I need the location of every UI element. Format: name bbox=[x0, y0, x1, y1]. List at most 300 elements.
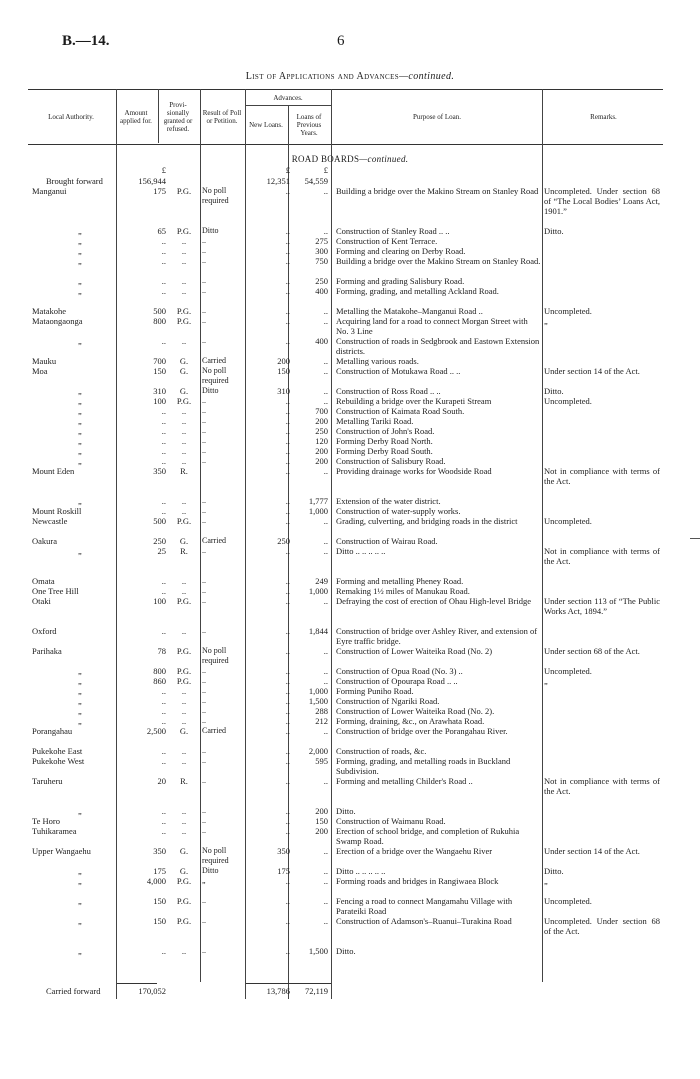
cell-provisional: G. bbox=[179, 386, 189, 396]
cell-poll-result: .. bbox=[202, 916, 206, 925]
cell-authority: Pukekohe East bbox=[32, 746, 83, 756]
cell-provisional: .. bbox=[181, 496, 187, 506]
cell-amount-applied: .. bbox=[161, 686, 166, 696]
cell-previous-loans: 1,000 bbox=[308, 586, 328, 596]
cell-previous-loans: 288 bbox=[315, 706, 328, 716]
cell-new-loans: .. bbox=[285, 706, 290, 716]
cell-provisional: .. bbox=[181, 806, 187, 816]
cell-amount-applied: .. bbox=[161, 816, 166, 826]
cell-new-loans: .. bbox=[285, 236, 290, 246]
advances-rule bbox=[246, 105, 331, 106]
cell-previous-loans: 1,000 bbox=[308, 686, 328, 696]
table-row bbox=[28, 396, 663, 406]
cell-provisional: R. bbox=[180, 776, 188, 786]
cell-provisional: .. bbox=[181, 436, 187, 446]
cell-purpose: Construction of Lower Waiteika Road (No. 2) bbox=[336, 646, 493, 656]
cell-provisional: P.G. bbox=[176, 596, 192, 606]
cell-new-loans: .. bbox=[285, 716, 290, 726]
cell-previous-loans: 250 bbox=[315, 426, 328, 436]
header-amount-applied: Amount applied for. bbox=[120, 109, 152, 125]
cell-new-loans: .. bbox=[285, 416, 290, 426]
cell-previous-loans: .. bbox=[323, 846, 328, 856]
cell-provisional: .. bbox=[181, 696, 187, 706]
cell-purpose: Rebuilding a bridge over the Kurapeti Stream bbox=[336, 396, 492, 406]
cell-new-loans: .. bbox=[285, 186, 290, 196]
cell-amount-applied: .. bbox=[161, 506, 166, 516]
section-continued: —continued. bbox=[359, 154, 409, 164]
cell-poll-result: .. bbox=[202, 806, 206, 815]
cell-authority: „ bbox=[78, 546, 82, 556]
table-row bbox=[28, 226, 663, 236]
cell-new-loans: .. bbox=[285, 916, 290, 926]
cell-new-loans: .. bbox=[285, 666, 290, 676]
cell-purpose: Construction of Salisbury Road. bbox=[336, 456, 446, 466]
cell-authority: „ bbox=[78, 866, 82, 876]
table-row bbox=[28, 436, 663, 446]
cell-poll-result: .. bbox=[202, 676, 206, 685]
cell-previous-loans: .. bbox=[323, 386, 328, 396]
cell-provisional: .. bbox=[181, 756, 187, 766]
cell-authority: Te Horo bbox=[32, 816, 60, 826]
header-advances: Advances. bbox=[273, 94, 303, 102]
cell-new-loans: .. bbox=[285, 726, 290, 736]
cell-provisional: G. bbox=[179, 846, 189, 856]
table-row bbox=[28, 916, 663, 946]
cell-amount-applied: .. bbox=[161, 286, 166, 296]
cell-new-loans: .. bbox=[285, 446, 290, 456]
cell-provisional: .. bbox=[181, 256, 187, 266]
cell-poll-result: .. bbox=[202, 446, 206, 455]
cell-amount-applied: .. bbox=[161, 446, 166, 456]
cell-remarks: Ditto. bbox=[544, 866, 564, 876]
table-row bbox=[28, 456, 663, 466]
cell-previous-loans: .. bbox=[323, 776, 328, 786]
cell-poll-result: .. bbox=[202, 336, 206, 345]
cell-purpose: Construction of Motukawa Road .. .. bbox=[336, 366, 461, 376]
cell-new-loans: .. bbox=[285, 336, 290, 346]
cell-authority: Pukekohe West bbox=[32, 756, 85, 766]
cell-purpose: Construction of Adamson's–Ruanui–Turakina Road bbox=[336, 916, 512, 926]
cell-provisional: G. bbox=[179, 536, 189, 546]
table-row bbox=[28, 596, 663, 626]
table-row bbox=[28, 246, 663, 256]
cell-amount-applied: 78 bbox=[157, 646, 166, 656]
title-continued: —continued. bbox=[399, 71, 455, 82]
cell-new-loans: .. bbox=[285, 426, 290, 436]
cell-poll-result: .. bbox=[202, 626, 206, 635]
cell-purpose: Forming and metalling Pheney Road. bbox=[336, 576, 464, 586]
cell-poll-result: .. bbox=[202, 406, 206, 415]
cell-authority: „ bbox=[78, 236, 82, 246]
cell-previous-loans: .. bbox=[323, 666, 328, 676]
cell-authority: „ bbox=[78, 426, 82, 436]
header-purpose: Purpose of Loan. bbox=[412, 113, 462, 121]
table-row bbox=[28, 646, 663, 666]
cell-new-loans: 200 bbox=[277, 356, 290, 366]
cell-authority: „ bbox=[78, 416, 82, 426]
cell-amount-applied: 700 bbox=[153, 356, 166, 366]
cell-previous-loans: 1,844 bbox=[308, 626, 328, 636]
cell-amount-applied: .. bbox=[161, 826, 166, 836]
cell-poll-result: .. bbox=[202, 516, 206, 525]
cell-authority: Mataongaonga bbox=[32, 316, 83, 326]
table-row bbox=[28, 186, 663, 226]
cell-poll-result: No poll required bbox=[202, 846, 229, 865]
cell-authority: Manganui bbox=[32, 186, 67, 196]
cell-provisional: P.G. bbox=[176, 876, 192, 886]
cell-provisional: P.G. bbox=[176, 226, 192, 236]
cell-amount-applied: 150 bbox=[153, 916, 166, 926]
cell-purpose: Metalling Tariki Road. bbox=[336, 416, 414, 426]
cell-new-loans: .. bbox=[285, 826, 290, 836]
cell-new-loans: .. bbox=[285, 896, 290, 906]
cell-previous-loans: 1,000 bbox=[308, 506, 328, 516]
cell-poll-result: .. bbox=[202, 436, 206, 445]
cell-amount-applied: 500 bbox=[153, 516, 166, 526]
cell-new-loans: 250 bbox=[277, 536, 290, 546]
carried-forward-row bbox=[28, 986, 663, 998]
cell-previous-loans: .. bbox=[323, 466, 328, 476]
carried-amount: 170,052 bbox=[138, 986, 166, 996]
cell-previous-loans: 200 bbox=[315, 806, 328, 816]
table-row bbox=[28, 626, 663, 646]
table-row bbox=[28, 716, 663, 726]
cell-provisional: .. bbox=[181, 446, 187, 456]
cell-poll-result: .. bbox=[202, 396, 206, 405]
cell-poll-result: .. bbox=[202, 706, 206, 715]
cell-previous-loans: .. bbox=[323, 356, 328, 366]
cell-remarks: „ bbox=[544, 876, 548, 886]
cell-amount-applied: .. bbox=[161, 256, 166, 266]
cell-authority: „ bbox=[78, 436, 82, 446]
cell-amount-applied: 175 bbox=[153, 186, 166, 196]
table-row bbox=[28, 846, 663, 866]
cell-poll-result: .. bbox=[202, 316, 206, 325]
cell-remarks: „ bbox=[544, 676, 548, 686]
cell-new-loans: .. bbox=[285, 686, 290, 696]
table-row bbox=[28, 256, 663, 276]
currency-symbol: £ bbox=[323, 165, 328, 175]
cell-new-loans: .. bbox=[285, 456, 290, 466]
cell-authority: „ bbox=[78, 496, 82, 506]
cell-poll-result: .. bbox=[202, 896, 206, 905]
cell-provisional: .. bbox=[181, 746, 187, 756]
cell-authority: „ bbox=[78, 896, 82, 906]
cell-amount-applied: 156,944 bbox=[138, 176, 166, 186]
cell-purpose: Forming, grading, and metalling roads in Buckland Subdivision. bbox=[336, 756, 513, 776]
cell-provisional: .. bbox=[181, 826, 187, 836]
cell-amount-applied: .. bbox=[161, 756, 166, 766]
cell-purpose: Erection of a bridge over the Wangaehu River bbox=[336, 846, 493, 856]
table-row bbox=[28, 776, 663, 806]
table-row bbox=[28, 446, 663, 456]
table-row bbox=[28, 726, 663, 746]
cell-previous-loans: 300 bbox=[315, 246, 328, 256]
cell-previous-loans: 1,777 bbox=[308, 496, 328, 506]
cell-new-loans: .. bbox=[285, 436, 290, 446]
cell-authority: „ bbox=[78, 246, 82, 256]
cell-authority: Tuhikaramea bbox=[32, 826, 77, 836]
table-row bbox=[28, 816, 663, 826]
cell-previous-loans: .. bbox=[323, 896, 328, 906]
cell-authority: One Tree Hill bbox=[32, 586, 79, 596]
cell-authority: Upper Wangaehu bbox=[32, 846, 91, 856]
cell-poll-result: Ditto bbox=[202, 866, 219, 875]
cell-previous-loans: 1,500 bbox=[308, 696, 328, 706]
cell-poll-result: .. bbox=[202, 716, 206, 725]
header-provisionally: Provi- sionally granted or refused. bbox=[163, 101, 193, 133]
cell-poll-result: .. bbox=[202, 746, 206, 755]
cell-amount-applied: .. bbox=[161, 406, 166, 416]
cell-new-loans: .. bbox=[285, 256, 290, 266]
cell-previous-loans: 400 bbox=[315, 336, 328, 346]
cell-authority: Mount Eden bbox=[32, 466, 75, 476]
cell-remarks: Not in compliance with terms of the Act. bbox=[544, 776, 663, 796]
cell-authority: „ bbox=[78, 396, 82, 406]
cell-authority: „ bbox=[78, 686, 82, 696]
cell-poll-result: .. bbox=[202, 246, 206, 255]
cell-provisional: .. bbox=[181, 626, 187, 636]
cell-amount-applied: .. bbox=[161, 746, 166, 756]
cell-new-loans: .. bbox=[285, 776, 290, 786]
cell-amount-applied: .. bbox=[161, 586, 166, 596]
table-row bbox=[28, 356, 663, 366]
cell-previous-loans: 120 bbox=[315, 436, 328, 446]
cell-poll-result: .. bbox=[202, 756, 206, 765]
table-row bbox=[28, 586, 663, 596]
cell-authority: „ bbox=[78, 706, 82, 716]
table-row bbox=[28, 306, 663, 316]
cell-amount-applied: .. bbox=[161, 626, 166, 636]
cell-new-loans: .. bbox=[285, 746, 290, 756]
cell-provisional: .. bbox=[181, 246, 187, 256]
cell-new-loans: .. bbox=[285, 586, 290, 596]
cell-amount-applied: .. bbox=[161, 436, 166, 446]
cell-purpose: Acquiring land for a road to connect Morgan Street with No. 3 Line bbox=[336, 316, 530, 336]
cell-amount-applied: 175 bbox=[153, 866, 166, 876]
cell-purpose: Construction of Ross Road .. .. bbox=[336, 386, 441, 396]
cell-previous-loans: .. bbox=[323, 676, 328, 686]
cell-new-loans: .. bbox=[285, 626, 290, 636]
cell-remarks: Uncompleted. bbox=[544, 306, 592, 316]
table-row bbox=[28, 286, 663, 306]
cell-authority: Parihaka bbox=[32, 646, 62, 656]
cell-new-loans: .. bbox=[285, 276, 290, 286]
cell-provisional: .. bbox=[181, 716, 187, 726]
cell-amount-applied: 800 bbox=[153, 316, 166, 326]
cell-poll-result: Ditto bbox=[202, 226, 219, 235]
cell-new-loans: .. bbox=[285, 396, 290, 406]
cell-provisional: .. bbox=[181, 416, 187, 426]
cell-purpose: Grading, culverting, and bridging roads in the district bbox=[336, 516, 518, 526]
cell-remarks: Under section 14 of the Act. bbox=[544, 846, 640, 856]
cell-new-loans: .. bbox=[285, 316, 290, 326]
cell-authority: Newcastle bbox=[32, 516, 68, 526]
cell-previous-loans: 2,000 bbox=[308, 746, 328, 756]
cell-poll-result: „ bbox=[202, 876, 206, 885]
cell-new-loans: .. bbox=[285, 946, 290, 956]
table-row bbox=[28, 406, 663, 416]
cell-authority: Omata bbox=[32, 576, 55, 586]
cell-provisional: P.G. bbox=[176, 896, 192, 906]
cell-poll-result: .. bbox=[202, 686, 206, 695]
cell-remarks: Uncompleted. Under section 68 of “The Local Bodies’ Loans Act, 1901.” bbox=[544, 186, 663, 216]
cell-new-loans: .. bbox=[285, 576, 290, 586]
cell-authority: „ bbox=[78, 276, 82, 286]
cell-previous-loans: 250 bbox=[315, 276, 328, 286]
carried-new-loans: 13,786 bbox=[266, 986, 290, 996]
cell-purpose: Ditto .. .. .. .. .. bbox=[336, 546, 386, 556]
cell-poll-result: Carried bbox=[202, 536, 226, 545]
cell-poll-result: .. bbox=[202, 596, 206, 605]
cell-amount-applied: 150 bbox=[153, 896, 166, 906]
cell-poll-result: No poll required bbox=[202, 186, 229, 205]
cell-previous-loans: .. bbox=[323, 726, 328, 736]
cell-purpose: Construction of John's Road. bbox=[336, 426, 435, 436]
cell-provisional: .. bbox=[181, 236, 187, 246]
table-header bbox=[28, 89, 663, 145]
cell-poll-result: No poll required bbox=[202, 366, 229, 385]
cell-remarks: Uncompleted. bbox=[544, 396, 592, 406]
table-row bbox=[28, 746, 663, 756]
cell-authority: „ bbox=[78, 666, 82, 676]
cell-poll-result: .. bbox=[202, 256, 206, 265]
cell-new-loans: 350 bbox=[277, 846, 290, 856]
cell-previous-loans: 200 bbox=[315, 456, 328, 466]
cell-provisional: P.G. bbox=[176, 916, 192, 926]
cell-new-loans: .. bbox=[285, 876, 290, 886]
cell-purpose: Construction of water-supply works. bbox=[336, 506, 461, 516]
carried-previous-loans: 72,119 bbox=[304, 986, 328, 996]
cell-amount-applied: 860 bbox=[153, 676, 166, 686]
cell-provisional: P.G. bbox=[176, 306, 192, 316]
cell-amount-applied: 25 bbox=[157, 546, 166, 556]
cell-authority: „ bbox=[78, 946, 82, 956]
page-number: 6 bbox=[337, 33, 345, 49]
cell-amount-applied: .. bbox=[161, 276, 166, 286]
cell-amount-applied: 100 bbox=[153, 596, 166, 606]
cell-purpose: Construction of Opourapa Road .. .. bbox=[336, 676, 458, 686]
cell-provisional: R. bbox=[180, 466, 188, 476]
cell-authority: Mauku bbox=[32, 356, 57, 366]
cell-remarks: Not in compliance with terms of the Act. bbox=[544, 466, 663, 486]
cell-authority: „ bbox=[78, 716, 82, 726]
cell-amount-applied: 310 bbox=[153, 386, 166, 396]
cell-purpose: Erection of school bridge, and completion of Rukuhia Swamp Road. bbox=[336, 826, 522, 846]
cell-amount-applied: .. bbox=[161, 336, 166, 346]
table-row bbox=[28, 276, 663, 286]
cell-authority: Matakohe bbox=[32, 306, 66, 316]
cell-provisional: P.G. bbox=[176, 666, 192, 676]
cell-amount-applied: .. bbox=[161, 426, 166, 436]
cell-authority: „ bbox=[78, 256, 82, 266]
table-row bbox=[28, 676, 663, 686]
cell-purpose: Fencing a road to connect Mangamahu Village with Parateiki Road bbox=[336, 896, 515, 916]
cell-purpose: Building a bridge over the Makino Stream on Stanley Road bbox=[336, 186, 539, 196]
cell-amount-applied: 65 bbox=[157, 226, 166, 236]
cell-authority: „ bbox=[78, 696, 82, 706]
cell-previous-loans: .. bbox=[323, 646, 328, 656]
table-row bbox=[28, 366, 663, 386]
cell-poll-result: .. bbox=[202, 576, 206, 585]
table-row bbox=[28, 946, 663, 956]
cell-purpose: Construction of roads, &c. bbox=[336, 746, 427, 756]
table-row bbox=[28, 826, 663, 846]
cell-previous-loans: .. bbox=[323, 866, 328, 876]
table-body bbox=[28, 165, 663, 956]
cell-purpose: Building a bridge over the Makino Stream on Stanley Road. bbox=[336, 256, 541, 266]
cell-provisional: .. bbox=[181, 816, 187, 826]
cell-authority: „ bbox=[78, 386, 82, 396]
table-row bbox=[28, 896, 663, 916]
cell-purpose: Forming and metalling Childer's Road .. bbox=[336, 776, 473, 786]
cell-previous-loans: 200 bbox=[315, 826, 328, 836]
cell-new-loans: .. bbox=[285, 516, 290, 526]
cell-previous-loans: .. bbox=[323, 186, 328, 196]
cell-poll-result: .. bbox=[202, 546, 206, 555]
table-row bbox=[28, 696, 663, 706]
cell-new-loans: .. bbox=[285, 696, 290, 706]
cell-poll-result: Carried bbox=[202, 726, 226, 735]
cell-previous-loans: 750 bbox=[315, 256, 328, 266]
cell-authority: „ bbox=[78, 446, 82, 456]
cell-amount-applied: 100 bbox=[153, 396, 166, 406]
cell-amount-applied: 20 bbox=[157, 776, 166, 786]
cell-remarks: Uncompleted. bbox=[544, 896, 592, 906]
cell-remarks: Under section 14 of the Act. bbox=[544, 366, 640, 376]
cell-provisional: G. bbox=[179, 366, 189, 376]
cell-purpose: Forming Derby Road North. bbox=[336, 436, 433, 446]
cell-authority: Mount Roskill bbox=[32, 506, 82, 516]
table-row bbox=[28, 336, 663, 356]
cell-amount-applied: .. bbox=[161, 236, 166, 246]
cell-purpose: Forming Derby Road South. bbox=[336, 446, 433, 456]
table-row bbox=[28, 416, 663, 426]
cell-new-loans: .. bbox=[285, 676, 290, 686]
table-row bbox=[28, 506, 663, 516]
cell-amount-applied: 350 bbox=[153, 846, 166, 856]
cell-poll-result: .. bbox=[202, 416, 206, 425]
cell-amount-applied: 250 bbox=[153, 536, 166, 546]
cell-new-loans: .. bbox=[285, 596, 290, 606]
header-loans-previous: Loans of Previous Years. bbox=[296, 113, 322, 137]
cell-provisional: G. bbox=[179, 356, 189, 366]
cell-amount-applied: .. bbox=[161, 416, 166, 426]
cell-amount-applied: 350 bbox=[153, 466, 166, 476]
cell-previous-loans: .. bbox=[323, 366, 328, 376]
cell-authority: „ bbox=[78, 456, 82, 466]
document-reference: B.—14. bbox=[62, 33, 110, 49]
cell-previous-loans: 700 bbox=[315, 406, 328, 416]
cell-purpose: Ditto. bbox=[336, 946, 356, 956]
cell-authority: Oakura bbox=[32, 536, 58, 546]
cell-new-loans: 12,351 bbox=[266, 176, 290, 186]
row-list bbox=[28, 176, 663, 956]
cell-purpose: Remaking 1½ miles of Manukau Road. bbox=[336, 586, 470, 596]
title-main: List of Applications and Advances bbox=[245, 71, 400, 82]
cell-authority: „ bbox=[78, 806, 82, 816]
cell-provisional: P.G. bbox=[176, 186, 192, 196]
cell-amount-applied: 2,500 bbox=[146, 726, 166, 736]
cell-previous-loans: 150 bbox=[315, 816, 328, 826]
table-row bbox=[28, 876, 663, 896]
cell-amount-applied: 500 bbox=[153, 306, 166, 316]
cell-purpose: Construction of roads in Sedgbrook and Eastown Extension districts. bbox=[336, 336, 542, 356]
cell-previous-loans: 200 bbox=[315, 446, 328, 456]
cell-purpose: Ditto .. .. .. .. .. bbox=[336, 866, 386, 876]
cell-remarks: Ditto. bbox=[544, 226, 564, 236]
cell-new-loans: .. bbox=[285, 306, 290, 316]
